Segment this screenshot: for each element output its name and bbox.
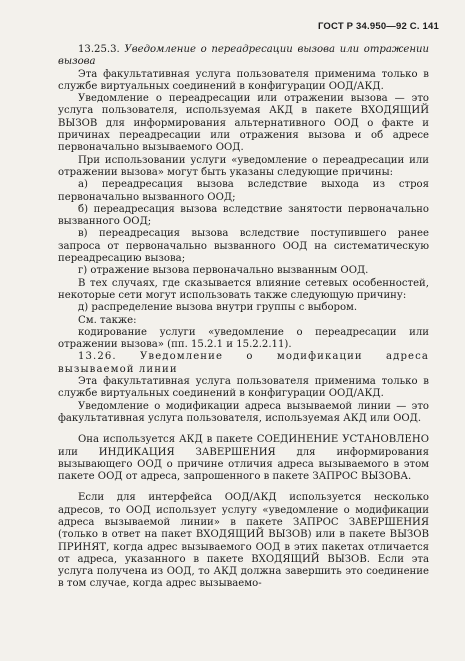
paragraph: См. также: [78, 314, 137, 326]
paragraph: Если для интерфейса ООД/АКД используется несколько адресов, то ООД использует услугу «уведомление о модификации адреса вызываемой линии» в пакете ЗАПРОС ЗАВЕРШЕНИЯ (только в ответ на пакет ВХОДЯЩИЙ ВЫЗОВ) или в пакете ВЫЗОВ ПРИНЯТ, когда адрес вызываемого ООД в этих пакетах отличается от адреса, указанного в пакете ВХОДЯЩИЙ ВЫЗОВ. Если эта услуга получена из ООД, то АКД должна завершить это соединение в том случае, когда адрес вызываемо- [58, 492, 429, 590]
section-number: 13.25.3. [78, 44, 120, 55]
section-heading: 13.26. Уведомление о модификации адреса вызываемой линии [58, 351, 429, 375]
paragraph: в) переадресация вызова вследствие поступившего ранее запроса от первоначально вызванного ООД на систематическую переадресацию вызова; [58, 228, 429, 265]
paragraph: Уведомление о модификации адреса вызываемой линии — это факультативная услуга пользователя, используемая АКД или ООД. [58, 400, 429, 424]
paragraph: г) отражение вызова первоначально вызванным ООД. [78, 265, 369, 277]
paragraph: а) переадресация вызова вследствие выхода из строя первоначально вызванного ООД; [58, 179, 429, 203]
document-body [58, 44, 429, 591]
section-title: Уведомление о переадресации вызова или отражении вызова [58, 44, 430, 68]
paragraph: В тех случаях, где сказывается влияние сетевых особенностей, некоторые сети могут использовать также следующую причину: [58, 277, 429, 301]
paragraph: При использовании услуги «уведомление о переадресации или отражении вызова» могут быть указаны следующие причины: [58, 154, 429, 178]
paragraph: кодирование услуги «уведомление о переадресации или отражении вызова» (пп. 15.2.1 и 15.2.2.11). [58, 326, 429, 351]
paragraph: Она используется АКД в пакете СОЕДИНЕНИЕ УСТАНОВЛЕНО или ИНДИКАЦИЯ ЗАВЕРШЕНИЯ для информирования вызывающего ООД о причине отличия адреса вызываемого в этом пакете ООД от адреса, запрошенного в пакете ЗАПРОС ВЫЗОВА. [58, 434, 429, 483]
paragraph: д) распределение вызова внутри группы с выбором. [78, 302, 358, 314]
paragraph: Эта факультативная услуга пользователя применима только в службе виртуальных соединений в конфигурации ООД/АКД. [58, 376, 429, 400]
paragraph: Эта факультативная услуга пользователя применима только в службе виртуальных соединений в конфигурации ООД/АКД. [58, 68, 429, 92]
paragraph: б) переадресация вызова вследствие занятости первоначально вызванного ООД; [58, 203, 429, 228]
paragraph: Уведомление о переадресации или отражении вызова — это услуга пользователя, используемая АКД в пакете ВХОДЯЩИЙ ВЫЗОВ для информирования альтернативного ООД о факте и причинах переадресации или отражения вызова и об адресе первоначально вызываемого ООД. [58, 93, 429, 154]
section-heading [58, 44, 429, 69]
paragraph-gap [58, 425, 429, 434]
page-header: ГОСТ Р 34.950—92 С. 141 [317, 21, 439, 32]
